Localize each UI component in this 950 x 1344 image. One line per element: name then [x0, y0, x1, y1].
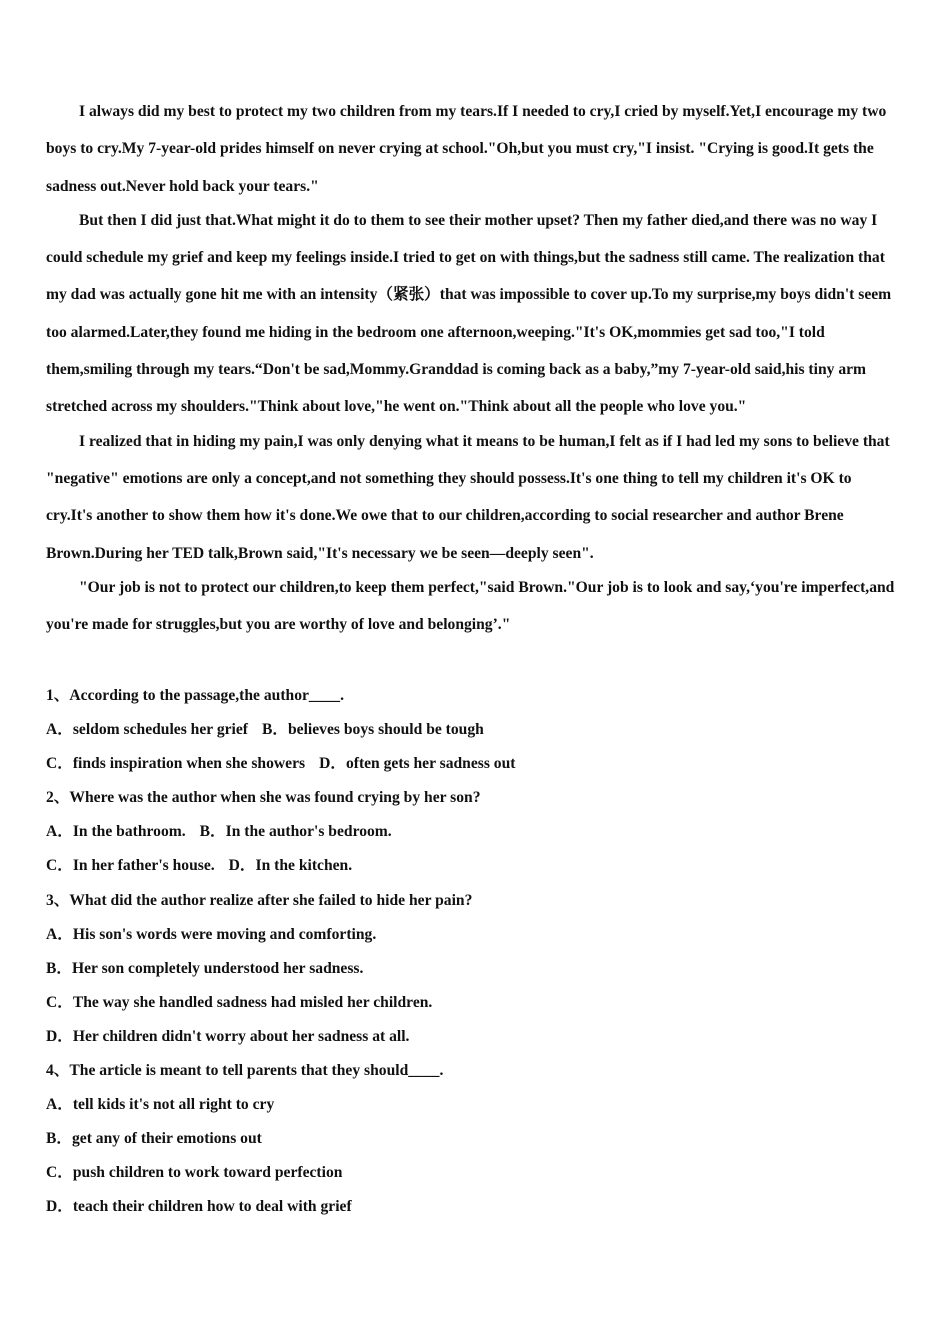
question-2-option-a: A．In the bathroom.	[46, 823, 186, 841]
question-4-stem: 4、The article is meant to tell parents that they should____.	[46, 1062, 444, 1080]
question-1-option-c: C．finds inspiration when she showers	[46, 755, 306, 773]
paragraph-1: I always did my best to protect my two children from my tears.If I needed to cry,I cried by myself.Yet,I encourage my two boys to cry.My 7-year-old prides himself on never crying at school."Oh,but you must cry,"I insist. "Crying is good.It gets the sadness out.Never hold back your tears."	[46, 103, 887, 195]
question-4-option-b: B．get any of their emotions out	[46, 1130, 262, 1148]
paragraph-4: "Our job is not to protect our children,to keep them perfect,"said Brown."Our job is to look and say,‘you're imperfect,and you're made for struggles,but you are worthy of love and belonging’."	[46, 578, 895, 634]
question-1-options-row	[46, 747, 898, 781]
question-4-option-d: D．teach their children how to deal with grief	[46, 1198, 352, 1216]
question-3-option-a: A．His son's words were moving and comforting.	[46, 925, 377, 943]
question-1-options-row	[46, 713, 898, 747]
question-2-option-b: B．In the author's bedroom.	[199, 823, 392, 841]
reading-passage	[46, 93, 898, 640]
question-4-option-c: C．push children to work toward perfection	[46, 1164, 343, 1182]
question-2-option-c: C．In her father's house.	[46, 857, 215, 875]
question-4-option-a: A．tell kids it's not all right to cry	[46, 1096, 275, 1114]
question-2-options-row	[46, 815, 898, 849]
question-2-options-row	[46, 849, 898, 883]
question-3-stem: 3、What did the author realize after she failed to hide her pain?	[46, 891, 473, 909]
question-1-option-d: D．often gets her sadness out	[319, 755, 516, 773]
question-3-option-d: D．Her children didn't worry about her sadness at all.	[46, 1027, 410, 1045]
question-2-stem: 2、Where was the author when she was found crying by her son?	[46, 789, 481, 807]
paragraph-3: I realized that in hiding my pain,I was only denying what it means to be human,I felt as if I had led my sons to believe that "negative" emotions are only a concept,and not something they should possess.It's one thing to tell my children it's OK to cry.It's another to show them how it's done.We owe that to our children,according to social researcher and author Brene Brown.During her TED talk,Brown said,"It's necessary we be seen—deeply seen".	[46, 432, 890, 562]
question-list	[46, 679, 898, 1225]
paragraph-2: But then I did just that.What might it do to them to see their mother upset? Then my father died,and there was no way I could schedule my grief and keep my feelings inside.I tried to get on with things,but the sadness still came. The realization that my dad was actually gone hit me with an intensity（紧张）that was impossible to cover up.To my surprise,my boys didn't seem too alarmed.Later,they found me hiding in the bedroom one afternoon,weeping."It's OK,mommies get sad too,"I told them,smiling through my tears.“Don't be sad,Mommy.Granddad is coming back as a baby,”my 7-year-old said,his tiny arm stretched across my shoulders."Think about love,"he went on."Think about all the people who love you."	[46, 211, 892, 416]
question-1-option-b: B．believes boys should be tough	[261, 721, 484, 739]
question-1-option-a: A．seldom schedules her grief	[46, 721, 248, 739]
question-3-option-b: B．Her son completely understood her sadness.	[46, 959, 364, 977]
question-1-stem: 1、According to the passage,the author____.	[46, 687, 345, 704]
question-3-option-c: C．The way she handled sadness had misled her children.	[46, 993, 433, 1011]
question-2-option-d: D．In the kitchen.	[228, 857, 353, 875]
